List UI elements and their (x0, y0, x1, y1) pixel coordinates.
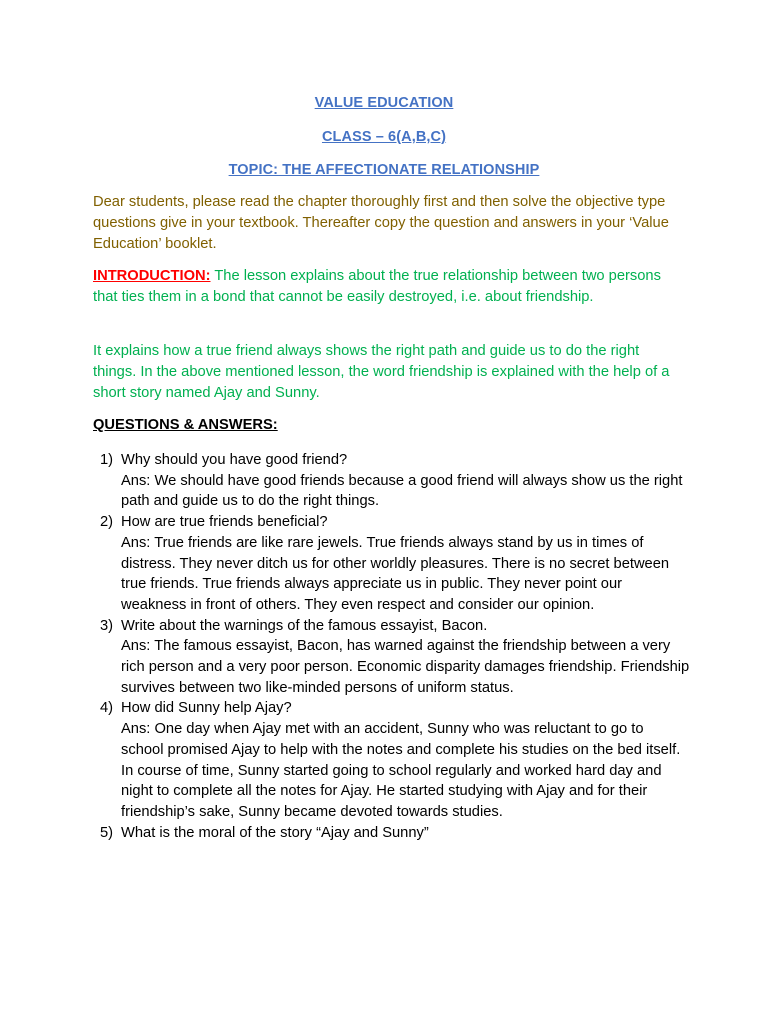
qa-answer: Ans: We should have good friends because a good friend will always show us the right path and guide us to do the right things. (121, 472, 683, 510)
topic-heading: TOPIC: THE AFFECTIONATE RELATIONSHIP (228, 162, 540, 178)
qa-question: Write about the warnings of the famous essayist, Bacon. (121, 617, 488, 634)
qa-number: 5) (100, 824, 114, 841)
qa-answer: Ans: True friends are like rare jewels. True friends always stand by us in times of distress. They never ditch us for other worldly pleasures. There is no secret between true friends. True friends always appreciate us in public. They never point our weakness in front of others. They even respect and consider our opinion. (121, 534, 670, 613)
qa-number: 4) (100, 700, 114, 717)
qa-list (100, 450, 690, 843)
qa-answer: Ans: One day when Ajay met with an accident, Sunny who was reluctant to go to school promised Ajay to help with the notes and complete his studies on the bed itself. In course of time, Sunny started going to school regularly and worked hard day and night to complete all the notes for Ajay. He started studying with Ajay and for their friendship’s sake, Sunny became devoted towards studies. (121, 721, 681, 820)
qa-item-4 (100, 698, 690, 822)
qa-item-3 (100, 616, 690, 699)
qa-question: Why should you have good friend? (121, 452, 348, 468)
introduction-paragraph (93, 266, 683, 308)
instructions-paragraph: Dear students, please read the chapter thoroughly first and then solve the objective type questions give in your textbook. Thereafter copy the question and answers in your ‘Value Education’ booklet. (93, 194, 669, 252)
qa-number: 3) (100, 617, 114, 634)
qa-item-5 (100, 823, 690, 844)
qa-heading: QUESTIONS & ANSWERS: (93, 417, 278, 433)
qa-question: How did Sunny help Ajay? (121, 700, 292, 717)
introduction-label: INTRODUCTION: (93, 268, 211, 284)
qa-number: 2) (100, 514, 114, 531)
introduction-paragraph-2: It explains how a true friend always shows the right path and guide us to do the right things. In the above mentioned lesson, the word friendship is explained with the help of a short story named Ajay and Sunny. (93, 343, 670, 401)
qa-item-1 (100, 450, 690, 512)
class-heading: CLASS – 6(A,B,C) (321, 129, 447, 145)
subject-heading: VALUE EDUCATION (314, 95, 454, 111)
qa-number: 1) (100, 452, 114, 468)
qa-question: How are true friends beneficial? (121, 514, 328, 531)
qa-answer: Ans: The famous essayist, Bacon, has warned against the friendship between a very rich person and a very poor person. Economic disparity damages friendship. Friendship survives between two like-minded persons of uniform status. (121, 638, 690, 696)
qa-item-2 (100, 512, 690, 616)
qa-question: What is the moral of the story “Ajay and Sunny” (121, 824, 429, 841)
introduction-text: The lesson explains about the true relationship between two persons that ties them in a bond that cannot be easily destroyed, i.e. about friendship. (93, 268, 661, 305)
